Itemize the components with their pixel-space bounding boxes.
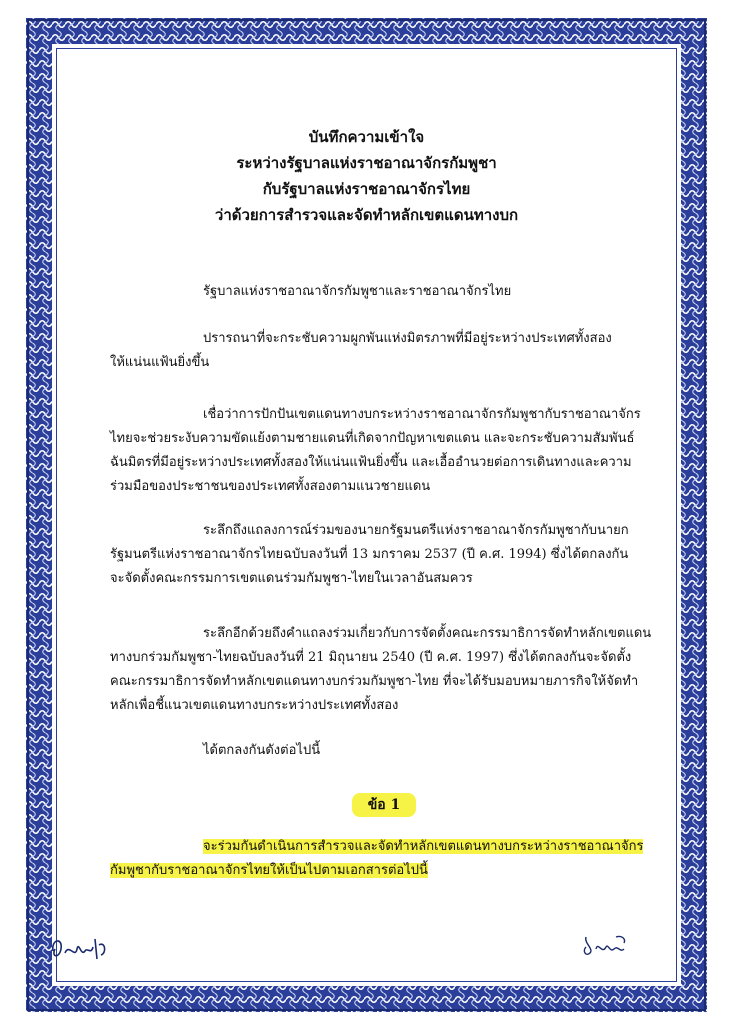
title-line: บันทึกความเข้าใจ (308, 128, 425, 146)
paragraph-1 (110, 327, 630, 375)
document-page (57, 49, 676, 981)
paragraph-2 (110, 403, 641, 499)
highlighted-text: กัมพูชากับราชอาณาจักรไทยให้เป็นไปตามเอกสารต่อไปนี้ (110, 863, 428, 878)
title-line: กับรัฐบาลแห่งราชอาณาจักรไทย (262, 180, 471, 198)
signature-right (580, 929, 640, 965)
text-line: ปรารถนาที่จะกระชับความผูกพันแห่งมิตรภาพที่มีอยู่ระหว่างประเทศทั้งสอง (203, 331, 612, 346)
text-line: ระลึกถึงแถลงการณ์ร่วมของนายกรัฐมนตรีแห่งราชอาณาจักรกัมพูชากับนายก (203, 523, 629, 538)
text-line: เชื่อว่าการปักปันเขตแดนทางบกระหว่างราชอาณาจักรกัมพูชากับราชอาณาจักร (203, 407, 641, 422)
title-line: ระหว่างรัฐบาลแห่งราชอาณาจักรกัมพูชา (236, 154, 497, 172)
text-line: ร่วมมือของประชาชนของประเทศทั้งสองตามแนวชายแดน (110, 479, 431, 494)
text-line (110, 835, 644, 859)
text-line: ทางบกร่วมกัมพูชา-ไทยฉบับลงวันที่ 21 มิถุนายน 2540 (ปี ค.ศ. 1997) ซึ่งได้ตกลงกันจะจัดตั้ง (110, 650, 632, 665)
text-line: ฉันมิตรที่มีอยู่ระหว่างประเทศทั้งสองให้แน่นแฟ้นยิ่งขึ้น และเอื้ออำนวยต่อการเดินทางและความ (110, 455, 632, 470)
signature-left (47, 929, 127, 969)
text-line: จะจัดตั้งคณะกรรมการเขตแดนร่วมกัมพูชา-ไทยในเวลาอันสมควร (110, 571, 473, 586)
clause-1 (110, 835, 644, 883)
highlighted-text: จะร่วมกันดำเนินการสำรวจและจัดทำหลักเขตแดนทางบกระหว่างราชอาณาจักร (203, 839, 644, 854)
title-line: ว่าด้วยการสำรวจและจัดทำหลักเขตแดนทางบก (214, 206, 519, 224)
parties-line: รัฐบาลแห่งราชอาณาจักรกัมพูชาและราชอาณาจักรไทย (203, 284, 512, 299)
text-line: ระลึกอีกด้วยถึงคำแถลงร่วมเกี่ยวกับการจัดตั้งคณะกรรมาธิการจัดทำหลักเขตแดน (203, 626, 652, 641)
clause-heading: ข้อ 1 (352, 793, 416, 817)
text-line: ไทยจะช่วยระงับความขัดแย้งตามชายแดนที่เกิดจากปัญหาเขตแดน และจะกระชับความสัมพันธ์ (110, 431, 635, 446)
paragraph-4 (110, 622, 652, 718)
document-title (57, 124, 676, 228)
text-line (110, 859, 630, 883)
text-line: หลักเพื่อชี้แนวเขตแดนทางบกระหว่างประเทศทั้งสอง (110, 698, 399, 713)
agreed-line: ได้ตกลงกันดังต่อไปนี้ (203, 743, 321, 758)
text-line: ให้แน่นแฟ้นยิ่งขึ้น (110, 355, 210, 370)
text-line: รัฐมนตรีแห่งราชอาณาจักรไทยฉบับลงวันที่ 13 มกราคม 2537 (ปี ค.ศ. 1994) ซึ่งได้ตกลงกัน (110, 547, 629, 562)
paragraph-3 (110, 519, 630, 591)
text-line: คณะกรรมาธิการจัดทำหลักเขตแดนทางบกร่วมกัมพูชา-ไทย ที่จะได้รับมอบหมายภารกิจให้จัดทำ (110, 674, 639, 689)
